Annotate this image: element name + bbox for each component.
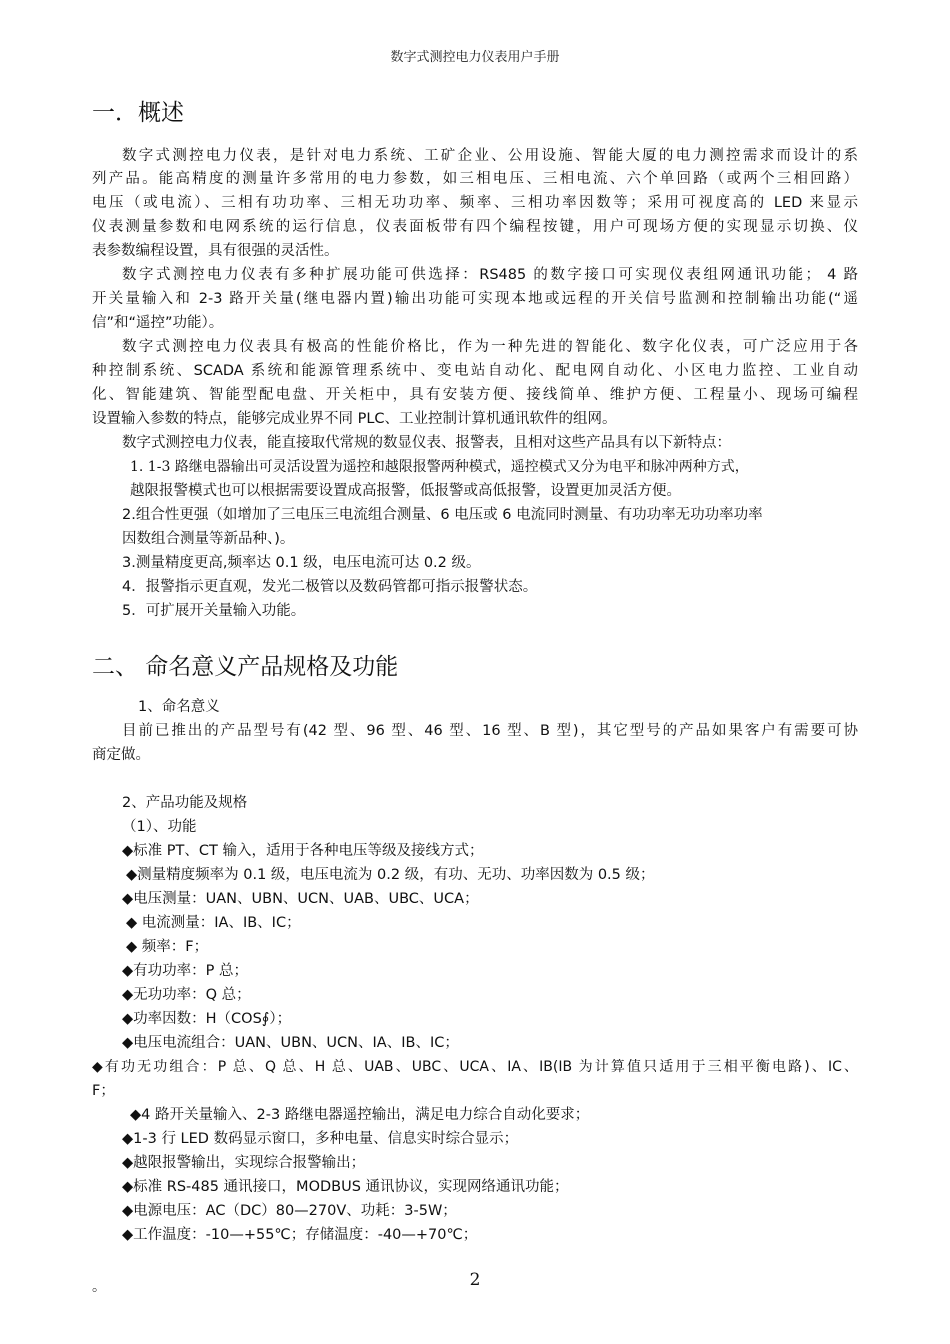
bullet-item: ◆有功功率：P 总； <box>122 963 249 979</box>
paragraph-line: 表参数编程设置，具有很强的灵活性。 <box>92 243 339 259</box>
page-number: 2 <box>469 1270 481 1290</box>
paragraph-line: 数字式测控电力仪表，能直接取代常规的数显仪表、报警表，且相对这些产品具有以下新特点： <box>122 435 731 451</box>
paragraph-line: 设置输入参数的特点，能够完成业界不同 PLC、工业控制计算机通讯软件的组网。 <box>92 411 617 427</box>
feature-item: 4．报警指示更直观，发光二极管以及数码管都可指示报警状态。 <box>122 579 538 595</box>
paragraph-line: 列产品。能高精度的测量许多常用的电力参数，如三相电压、三相电流、六个单回路（或两个三相回路） <box>92 171 858 187</box>
paragraph-line: 种控制系统、SCADA 系统和能源管理系统中、变电站自动化、配电网自动化、小区电力监控、工业自动 <box>92 363 858 379</box>
paragraph-line: 信”和“遥控”功能）。 <box>92 315 224 331</box>
feature-item: 3.测量精度更高,频率达 0.1 级，电压电流可达 0.2 级。 <box>122 555 481 571</box>
feature-item: 2.组合性更强（如增加了三电压三电流组合测量、6 电压或 6 电流同时测量、有功功率无功功率功率 <box>122 507 763 523</box>
subsection-title: 2、产品功能及规格 <box>122 795 248 811</box>
bullet-item: ◆功率因数：H（COS∮）； <box>122 1011 292 1027</box>
feature-item: 5．可扩展开关量输入功能。 <box>122 603 306 619</box>
paragraph-line: 仪表测量参数和电网系统的运行信息，仪表面板带有四个编程按键，用户可现场方便的实现显示切换、仪 <box>92 219 858 235</box>
footer-mark: 。 <box>92 1279 106 1295</box>
subsection-title: 1、命名意义 <box>138 699 220 715</box>
section-title-overview: 一．概述 <box>92 100 184 126</box>
paragraph-line: 数字式测控电力仪表，是针对电力系统、工矿企业、公用设施、智能大厦的电力测控需求而设计的系 <box>122 148 858 164</box>
bullet-item: ◆测量精度频率为 0.1 级，电压电流为 0.2 级，有功、无功、功率因数为 0.5 级； <box>126 867 655 883</box>
paragraph-line: 电压（或电流）、三相有功功率、三相无功功率、频率、三相功率因数等；采用可视度高的 LED 来显示 <box>92 195 858 211</box>
bullet-item: ◆电压测量：UAN、UBN、UCN、UAB、UBC、UCA； <box>122 891 479 907</box>
bullet-item: F； <box>92 1083 115 1099</box>
running-header: 数字式测控电力仪表用户手册 <box>390 50 560 65</box>
feature-item: 1. 1-3 路继电器输出可灵活设置为遥控和越限报警两种模式，遥控模式又分为电平和脉冲两种方式， <box>130 459 749 475</box>
bullet-item: ◆ 电流测量：IA、IB、IC； <box>126 915 301 931</box>
paragraph-line: 化、智能建筑、智能型配电盘、开关柜中，具有安装方便、接线简单、维护方便、工程量小、现场可编程 <box>92 387 858 403</box>
bullet-item: ◆标准 RS-485 通讯接口，MODBUS 通讯协议，实现网络通讯功能； <box>122 1179 569 1195</box>
bullet-item: ◆电源电压：AC（DC）80—270V、功耗：3-5W； <box>122 1203 457 1219</box>
bullet-item: ◆工作温度：-10—+55℃；存储温度：-40—+70℃； <box>122 1227 478 1243</box>
paragraph-line: 数字式测控电力仪表有多种扩展功能可供选择：RS485 的数字接口可实现仪表组网通讯功能； 4 路 <box>122 267 858 283</box>
paragraph-line: 开关量输入和 2-3 路开关量(继电器内置)输出功能可实现本地或远程的开关信号监测和控制输出功能(“遥 <box>92 291 858 307</box>
bullet-item: ◆电压电流组合：UAN、UBN、UCN、IA、IB、IC； <box>122 1035 459 1051</box>
paragraph-line: 数字式测控电力仪表具有极高的性能价格比，作为一种先进的智能化、数字化仪表，可广泛应用于各 <box>122 339 858 355</box>
bullet-item: ◆无功功率：Q 总； <box>122 987 251 1003</box>
subsection-title: （1）、功能 <box>122 819 197 835</box>
section-title-naming: 二、 命名意义产品规格及功能 <box>92 654 399 680</box>
bullet-item: ◆1-3 行 LED 数码显示窗口，多种电量、信息实时综合显示； <box>122 1131 519 1147</box>
paragraph-line: 目前已推出的产品型号有(42 型、96 型、46 型、16 型、B 型)，其它型号的产品如果客户有需要可协 <box>122 723 858 739</box>
paragraph-line: 商定做。 <box>92 747 150 763</box>
bullet-item: ◆有功无功组合：P 总、Q 总、H 总、UAB、UBC、UCA、IA、IB(IB 为计算值只适用于三相平衡电路)、IC、 <box>92 1059 858 1075</box>
feature-item: 因数组合测量等新品种、)。 <box>122 531 295 547</box>
feature-item: 越限报警模式也可以根据需要设置成高报警，低报警或高低报警，设置更加灵活方便。 <box>130 483 681 499</box>
bullet-item: ◆标准 PT、CT 输入，适用于各种电压等级及接线方式； <box>122 843 484 859</box>
bullet-item: ◆ 频率：F； <box>126 939 209 955</box>
bullet-item: ◆越限报警输出，实现综合报警输出； <box>122 1155 366 1171</box>
bullet-item: ◆4 路开关量输入、2-3 路继电器遥控输出，满足电力综合自动化要求； <box>130 1107 590 1123</box>
